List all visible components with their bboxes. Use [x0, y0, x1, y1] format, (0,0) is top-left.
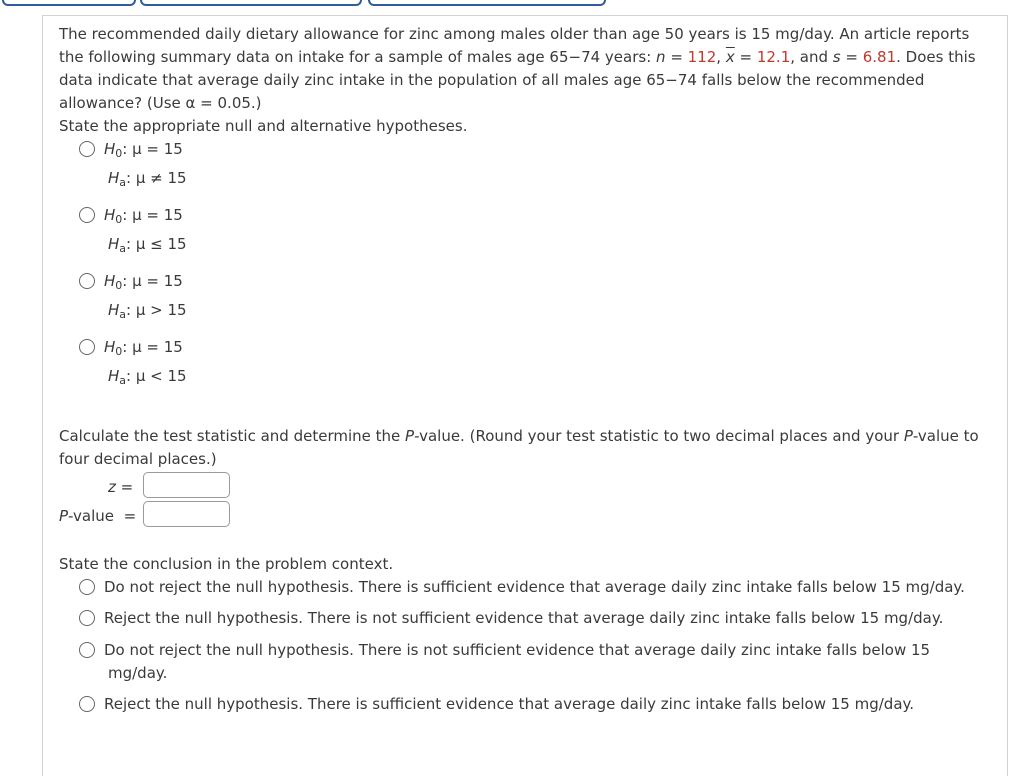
conclusion-option-2-radio[interactable]	[79, 610, 95, 626]
hypothesis-option-1-ha: $H_a$: μ ≠ 15	[108, 169, 187, 189]
pvalue-label: P-value =	[59, 507, 137, 525]
equals: =	[840, 48, 863, 66]
top-tab-1[interactable]	[2, 0, 136, 6]
calc-prompt-b: -value. (Round your test statistic to two decimal places and your	[414, 427, 904, 445]
problem-intro-2a: the following summary data on intake for a sample of males age 65−74 years:	[59, 48, 657, 66]
xbar-symbol: $\overline{x}$	[725, 48, 735, 66]
conclusion-option-2-label: Reject the null hypothesis. There is not sufficient evidence that average daily zinc intake falls below 15 mg/day.	[104, 609, 944, 627]
calc-prompt-line-2: four decimal places.)	[59, 450, 217, 468]
problem-text-line-4	[59, 92, 262, 115]
equals: =	[665, 48, 688, 66]
hypothesis-option-2-ha: $H_a$: μ ≤ 15	[108, 235, 187, 255]
problem-text-line-2	[59, 46, 976, 69]
sample-mean-value: 12.1	[756, 48, 791, 66]
problem-intro-3: data indicate that average daily zinc intake in the population of all males age 65−74 falls below the recommended	[59, 71, 925, 89]
hypotheses-prompt: State the appropriate null and alternative hypotheses.	[59, 117, 468, 135]
s-symbol: s	[832, 48, 841, 66]
hypothesis-option-2-h0: $H_0$: μ = 15	[104, 206, 183, 226]
separator: ,	[716, 48, 726, 66]
p-symbol: P	[903, 427, 913, 445]
hypothesis-option-4-radio[interactable]	[79, 339, 95, 355]
sample-sd-value: 6.81	[862, 48, 897, 66]
calc-prompt-a: Calculate the test statistic and determine the	[59, 427, 406, 445]
problem-text-line-3	[59, 69, 924, 92]
z-statistic-input[interactable]	[143, 472, 230, 498]
conclusion-option-3-label: Do not reject the null hypothesis. There is not sufficient evidence that average daily zinc intake falls below 15	[104, 641, 931, 659]
hypothesis-option-2-radio[interactable]	[79, 207, 95, 223]
calc-prompt-c: -value to	[912, 427, 979, 445]
conclusion-option-3-label-line-2: mg/day.	[108, 664, 168, 682]
p-value-input[interactable]	[143, 501, 230, 527]
calc-prompt-line-1	[59, 425, 979, 448]
p-symbol: P	[405, 427, 415, 445]
sample-size-value: 112	[687, 48, 717, 66]
separator: , and	[790, 48, 833, 66]
top-tab-2[interactable]	[140, 0, 362, 6]
z-label: z =	[108, 478, 134, 496]
conclusion-prompt: State the conclusion in the problem context.	[59, 555, 394, 573]
conclusion-option-1-radio[interactable]	[79, 579, 95, 595]
problem-intro-1: The recommended daily dietary allowance for zinc among males older than age 50 years is 15 mg/day. An article reports	[59, 25, 970, 43]
hypothesis-option-3-h0: $H_0$: μ = 15	[104, 272, 183, 292]
top-tab-3[interactable]	[368, 0, 606, 6]
hypothesis-option-4-h0: $H_0$: μ = 15	[104, 338, 183, 358]
hypothesis-option-1-radio[interactable]	[79, 141, 95, 157]
hypothesis-option-3-radio[interactable]	[79, 273, 95, 289]
hypothesis-option-1-h0: $H_0$: μ = 15	[104, 140, 183, 160]
hypothesis-option-3-ha: $H_a$: μ > 15	[108, 301, 187, 321]
conclusion-option-4-radio[interactable]	[79, 696, 95, 712]
conclusion-option-3-radio[interactable]	[79, 642, 95, 658]
conclusion-option-1-label: Do not reject the null hypothesis. There is sufficient evidence that average daily zinc intake falls below 15 mg/day.	[104, 578, 965, 596]
equals: =	[734, 48, 757, 66]
problem-intro-4: allowance? (Use α = 0.05.)	[59, 94, 262, 112]
hypothesis-option-4-ha: $H_a$: μ < 15	[108, 367, 187, 387]
n-symbol: n	[656, 48, 666, 66]
problem-intro-2b: . Does this	[896, 48, 976, 66]
problem-text-line-1	[59, 23, 969, 46]
conclusion-option-4-label: Reject the null hypothesis. There is sufficient evidence that average daily zinc intake falls below 15 mg/day.	[104, 695, 915, 713]
